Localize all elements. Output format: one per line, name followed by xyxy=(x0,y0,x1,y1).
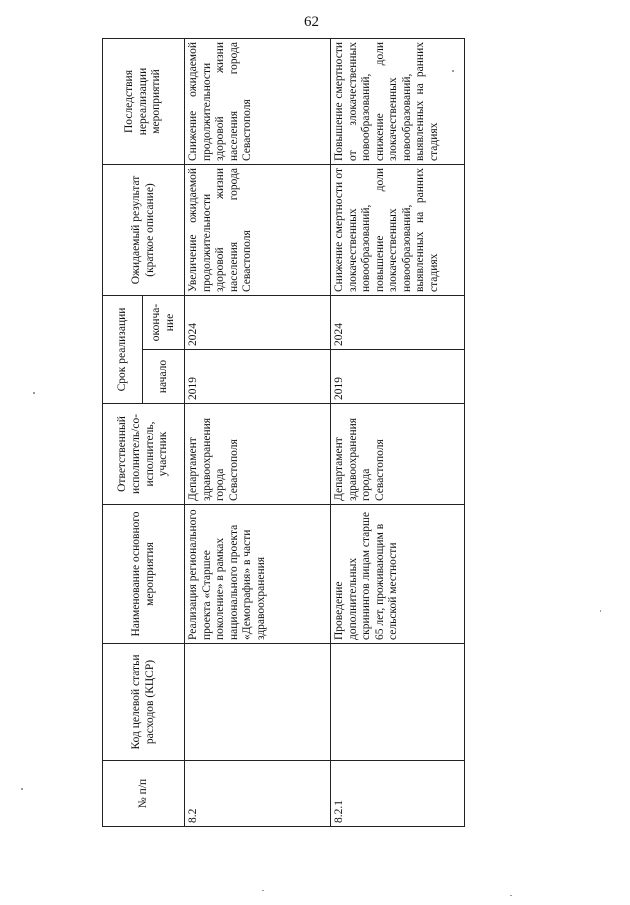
cell-result: Снижение смертности от злокачественных новообразований, повышение доли злокачественных новообразований, выявленных на ранних стадиях xyxy=(331,165,465,296)
cell-name: Реализация регионального проекта «Старшее поколение» в рамках национального проекта «Демография» в части здравоохранения xyxy=(185,505,331,644)
header-kcsr: Код целевой статьи расходов (КЦСР) xyxy=(103,644,185,761)
header-num: № п/п xyxy=(103,761,185,827)
scan-speck xyxy=(21,788,23,790)
header-result: Ожидаемый результат (краткое описание) xyxy=(103,165,185,296)
scan-speck xyxy=(452,70,454,72)
cell-start: 2019 xyxy=(185,350,331,404)
cell-kcsr xyxy=(185,644,331,761)
cell-consequence: Снижение ожидаемой продолжительности здоровой жизни населения города Севастополя xyxy=(185,39,331,165)
header-responsible: Ответственный исполнитель/со-исполнитель, участник xyxy=(103,404,185,505)
cell-num: 8.2 xyxy=(185,761,331,827)
header-name: Наименование основного мероприятия xyxy=(103,505,185,644)
cell-kcsr xyxy=(331,644,465,761)
header-period: Срок реализации xyxy=(103,296,143,404)
table-row xyxy=(331,39,465,827)
cell-consequence: Повышение смертности от злокачественных новообразований, снижение доли злокачественных новообразований, выявленных на ранних стадиях xyxy=(331,39,465,165)
scan-speck xyxy=(510,895,512,896)
header-consequence: Последствия нереализации мероприятий xyxy=(103,39,185,165)
cell-end: 2024 xyxy=(185,296,331,350)
table-row xyxy=(185,39,331,827)
program-table xyxy=(102,38,465,827)
scan-speck xyxy=(33,392,35,394)
cell-end: 2024 xyxy=(331,296,465,350)
scan-speck xyxy=(600,610,601,612)
cell-start: 2019 xyxy=(331,350,465,404)
cell-responsible: Департамент здравоохранения города Севастополя xyxy=(185,404,331,505)
scan-speck xyxy=(262,890,264,891)
cell-responsible: Департамент здравоохранения города Севастополя xyxy=(331,404,465,505)
header-start: начало xyxy=(143,350,185,404)
cell-num: 8.2.1 xyxy=(331,761,465,827)
header-end: оконча-ние xyxy=(143,296,185,350)
cell-name: Проведение дополнительных скринингов лицам старше 65 лет, проживающим в сельской местности xyxy=(331,505,465,644)
page-number: 62 xyxy=(304,14,319,30)
cell-result: Увеличение ожидаемой продолжительности здоровой жизни населения города Севастополя xyxy=(185,165,331,296)
